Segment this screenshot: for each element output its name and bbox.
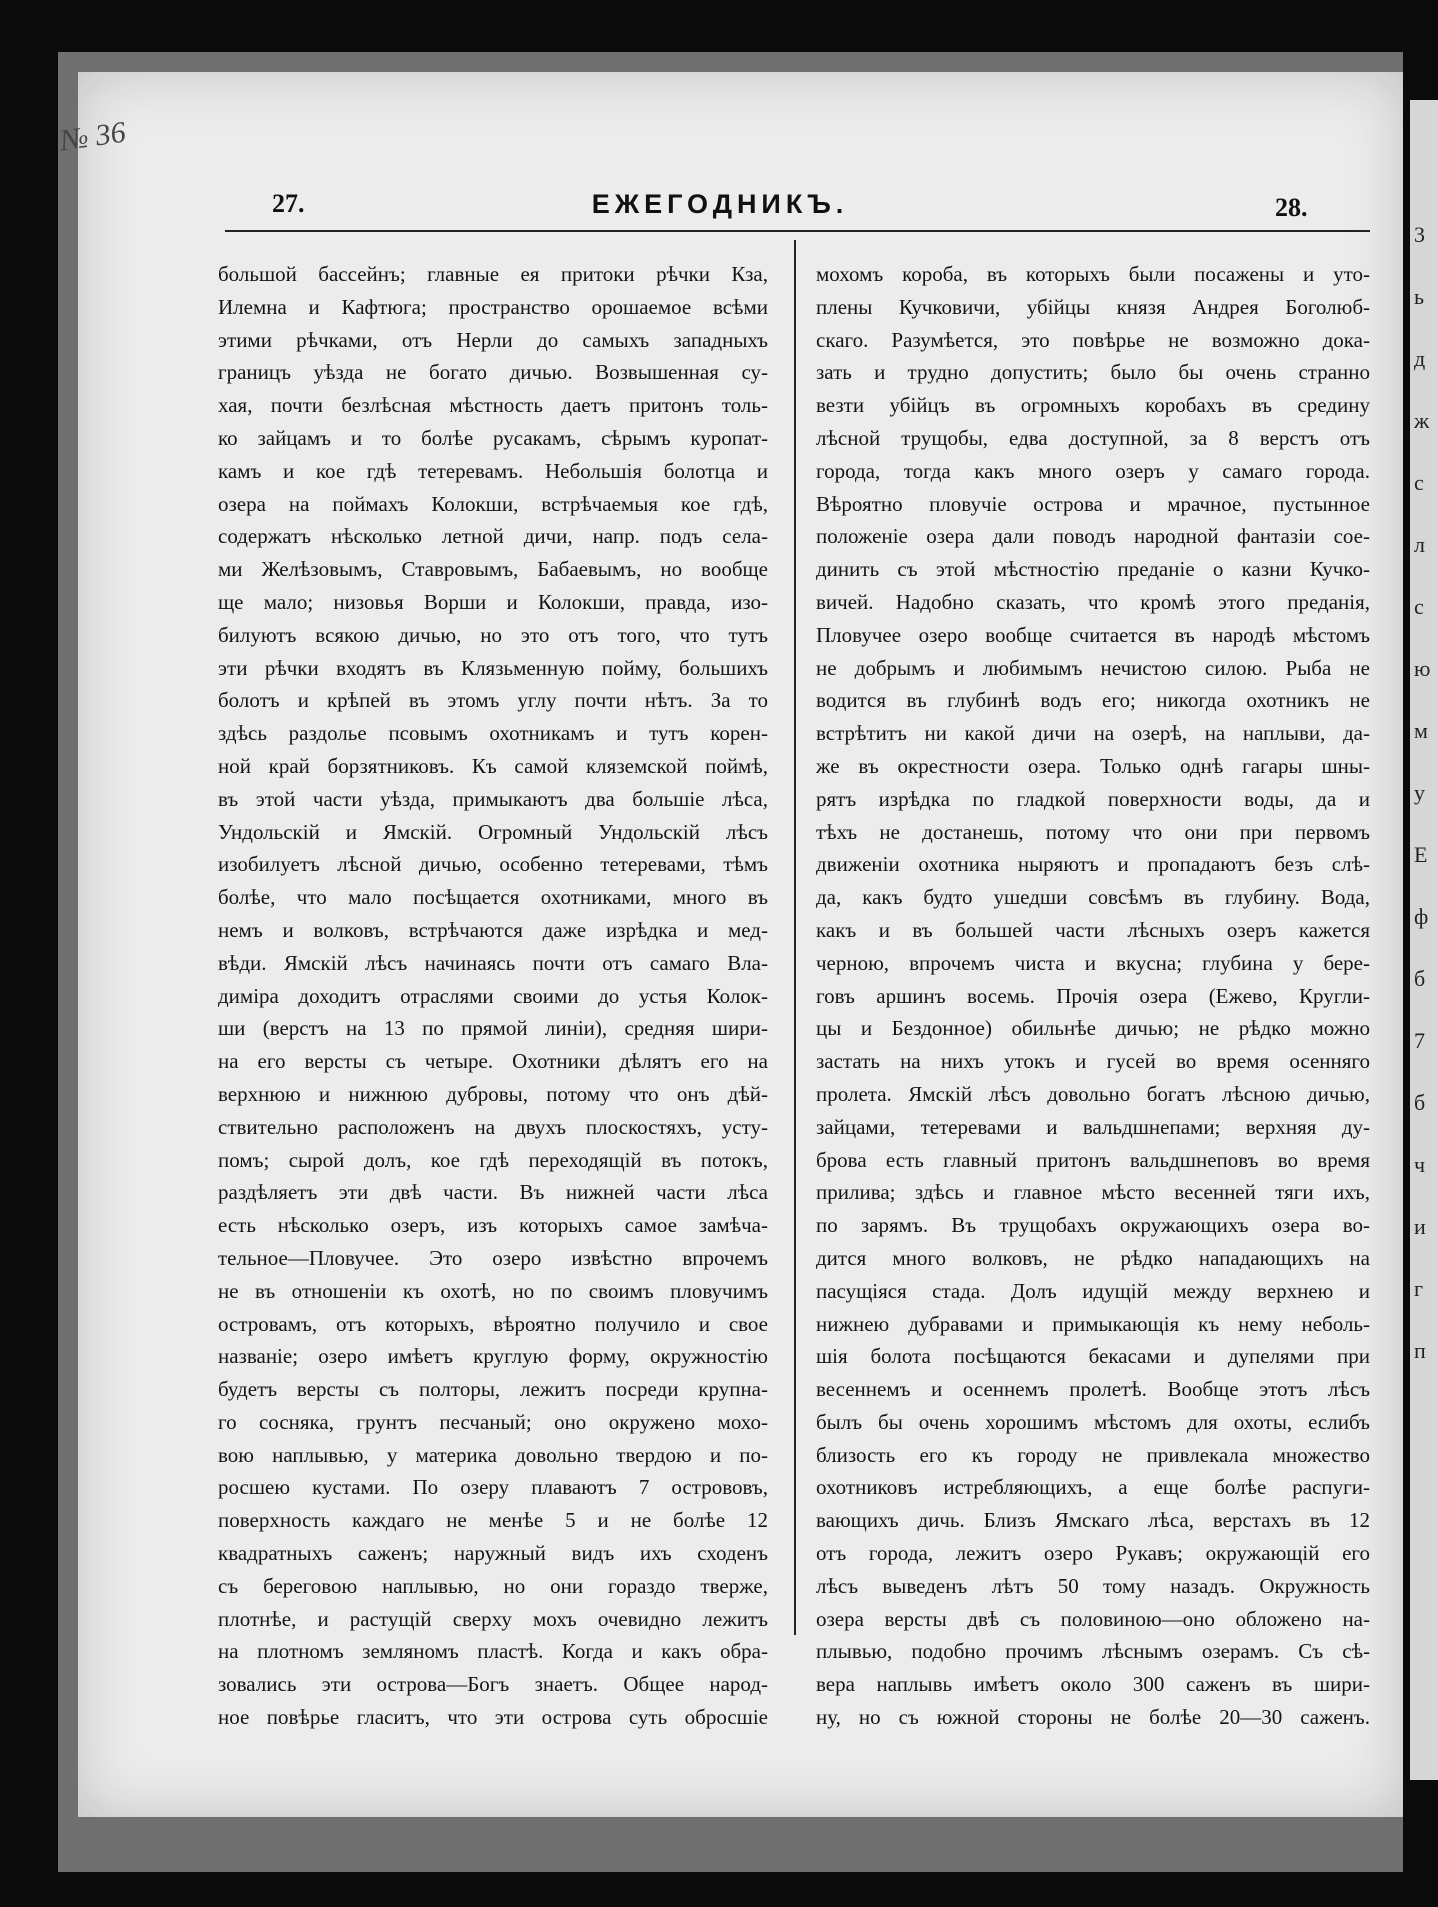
text-line: скаго. Разумѣется, это повѣрье не возможно дока-	[816, 327, 1370, 352]
text-line: зайцами, тетеревами и вальдшнепами; верхняя ду-	[816, 1114, 1370, 1139]
text-line: эти рѣчки входятъ въ Клязьменную пойму, большихъ	[218, 655, 768, 680]
running-title: ЕЖЕГОДНИКЪ.	[591, 189, 849, 219]
text-line: вѣди. Ямскій лѣсъ начинаясь почти отъ самаго Вла-	[218, 950, 768, 975]
text-line: изобилуетъ лѣсной дичью, особенно тетеревами, тѣмъ	[218, 852, 768, 877]
text-line: охотниковъ истребляющихъ, а еще болѣе распуги-	[816, 1475, 1370, 1500]
text-line: названіе; озеро имѣетъ круглую форму, окружностію	[218, 1344, 768, 1369]
edge-fragment: г	[1414, 1276, 1424, 1301]
text-line: границъ уѣзда не богато дичью. Возвышенная су-	[218, 360, 768, 385]
text-line: поверхность каждаго не менѣе 5 и не болѣе 12	[218, 1508, 768, 1533]
text-line: Илемна и Кафтюга; пространство орошаемое всѣми	[218, 294, 768, 319]
text-line: зать и трудно допустить; было бы очень странно	[816, 360, 1370, 385]
text-line: весеннемъ и осеннемъ пролетѣ. Вообще этотъ лѣсъ	[816, 1377, 1370, 1402]
text-line: брова есть главный притонъ вальдшнеповъ во время	[816, 1147, 1370, 1172]
text-line: вающихъ дичь. Близъ Ямскаго лѣса, верстахъ въ 12	[816, 1508, 1370, 1533]
text-line: ну, но съ южной стороны не болѣе 20—30 саженъ.	[816, 1705, 1370, 1730]
text-line: ное повѣрье гласитъ, что эти острова суть обросшіе	[218, 1705, 768, 1730]
text-line: зовались эти острова—Богъ знаетъ. Общее народ-	[218, 1672, 768, 1697]
text-line: озера на поймахъ Колокши, встрѣчаемыя кое гдѣ,	[218, 491, 768, 516]
text-line: островамъ, отъ которыхъ, вѣроятно получило и свое	[218, 1311, 768, 1336]
text-line: есть нѣсколько озеръ, изъ которыхъ самое замѣча-	[218, 1213, 768, 1238]
text-line: хая, почти безлѣсная мѣстность даетъ притонъ толь-	[218, 393, 768, 418]
text-line: въ этой части уѣзда, примыкаютъ два большіе лѣса,	[218, 786, 768, 811]
edge-fragment: л	[1414, 532, 1425, 557]
text-line: ко зайцамъ и то болѣе русакамъ, сѣрымъ куропат-	[218, 425, 768, 450]
edge-fragment: ь	[1414, 284, 1425, 309]
edge-fragment: ф	[1414, 904, 1429, 929]
text-line: встрѣтитъ ни какой дичи на озерѣ, на наплыви, да-	[816, 721, 1370, 746]
text-line: не въ отношеніи къ охотѣ, но по своимъ пловучимъ	[218, 1278, 768, 1303]
edge-fragment: ю	[1414, 656, 1431, 681]
right-text-column	[816, 258, 1370, 1734]
text-line: камъ и кое гдѣ тетеревамъ. Небольшія болотца и	[218, 458, 768, 483]
text-line: на плотномъ земляномъ пластѣ. Когда и какъ обра-	[218, 1639, 768, 1664]
text-line: плотнѣе, и растущій сверху мохъ очевидно лежитъ	[218, 1606, 768, 1631]
text-line: этими рѣчками, отъ Нерли до самыхъ западныхъ	[218, 327, 768, 352]
text-line: да, какъ будто ушедши совсѣмъ въ глубину. Вода,	[816, 885, 1370, 910]
text-line: динить съ этой мѣстностію преданіе о казни Кучко-	[816, 557, 1370, 582]
text-line: говъ аршинъ восемь. Прочія озера (Ежево, Кругли-	[816, 983, 1370, 1008]
header-rule	[225, 230, 1370, 232]
text-line: водится въ глубинѣ водъ его; никогда охотникъ не	[816, 688, 1370, 713]
text-line: лѣсъ выведенъ лѣтъ 50 тому назадъ. Окружность	[816, 1573, 1370, 1598]
text-line: раздѣляетъ эти двѣ части. Въ нижней части лѣса	[218, 1180, 768, 1205]
text-line: Пловучее озеро вообще считается въ народѣ мѣстомъ	[816, 622, 1370, 647]
text-line: съ береговою наплывью, но они гораздо тверже,	[218, 1573, 768, 1598]
text-line: плывью, подобно прочимъ лѣснымъ озерамъ. Съ сѣ-	[816, 1639, 1370, 1664]
edge-fragment: ж	[1414, 408, 1430, 433]
text-line: верхнюю и нижнюю дубровы, потому что онъ дѣй-	[218, 1081, 768, 1106]
text-line: пасущіяся стада. Долъ идущій между верхнею и	[816, 1278, 1370, 1303]
edge-fragment: п	[1414, 1338, 1426, 1363]
text-line: везти убійцъ въ огромныхъ коробахъ въ средину	[816, 393, 1370, 418]
text-line: на его версты съ четыре. Охотники дѣлятъ его на	[218, 1049, 768, 1074]
text-line: ми Желѣзовымъ, Ставровымъ, Бабаевымъ, но вообще	[218, 557, 768, 582]
text-line: ной край борзятниковъ. Къ самой кляземской поймѣ,	[218, 753, 768, 778]
text-line: ши (верстъ на 13 по прямой линіи), средняя шири-	[218, 1016, 768, 1041]
text-line: вичей. Надобно сказать, что кромѣ этого преданія,	[816, 589, 1370, 614]
text-line: движеніи охотника ныряютъ и пропадаютъ безъ слѣ-	[816, 852, 1370, 877]
text-line: содержатъ нѣсколько летной дичи, напр. подъ села-	[218, 524, 768, 549]
text-line: Ундольскій и Ямскій. Огромный Ундольскій лѣсъ	[218, 819, 768, 844]
margin-handwritten-mark: № 36	[57, 115, 128, 158]
text-line: пролета. Ямскій лѣсъ довольно богатъ лѣсною дичью,	[816, 1081, 1370, 1106]
text-line: по зарямъ. Въ трущобахъ окружающихъ озера во-	[816, 1213, 1370, 1238]
text-line: вою наплывью, у материка довольно твердою и по-	[218, 1442, 768, 1467]
facing-page-edge	[1410, 100, 1438, 1780]
edge-fragment: д	[1414, 346, 1426, 371]
edge-fragment: б	[1414, 1090, 1426, 1115]
edge-fragment: Е	[1414, 842, 1428, 867]
text-line: застать на нихъ утокъ и гусей во время осенняго	[816, 1049, 1370, 1074]
text-line: нижнею дубравами и примыкающія къ нему неболь-	[816, 1311, 1370, 1336]
text-line: цы и Бездонное) обильнѣе дичью; не рѣдко можно	[816, 1016, 1370, 1041]
text-line: плены Кучковичи, убійцы князя Андрея Боголюб-	[816, 294, 1370, 319]
text-line: будетъ версты съ полторы, лежитъ посреди крупна-	[218, 1377, 768, 1402]
edge-fragment: и	[1414, 1214, 1426, 1239]
text-line: вера наплывь имѣетъ около 300 саженъ въ шири-	[816, 1672, 1370, 1697]
text-line: го сосняка, грунтъ песчаный; оно окружено мохо-	[218, 1409, 768, 1434]
column-divider	[794, 240, 796, 1635]
text-line: болѣе, что мало посѣщается охотниками, много въ	[218, 885, 768, 910]
text-line: же въ окрестности озера. Только однѣ гагары шны-	[816, 753, 1370, 778]
text-line: какъ и въ большей части лѣсныхъ озеръ кажется	[816, 917, 1370, 942]
text-line: росшею кустами. По озеру плаваютъ 7 острововъ,	[218, 1475, 768, 1500]
text-line: здѣсь раздолье псовымъ охотникамъ и тутъ корен-	[218, 721, 768, 746]
edge-fragment: ч	[1414, 1152, 1426, 1177]
page-number-right: 28.	[1275, 193, 1308, 222]
text-line: былъ бы очень хорошимъ мѣстомъ для охоты, еслибъ	[816, 1409, 1370, 1434]
text-line: большой бассейнъ; главные ея притоки рѣчки Кза,	[218, 262, 768, 286]
text-line: отъ города, лежитъ озеро Рукавъ; окружающій его	[816, 1541, 1370, 1566]
text-line: дится много волковъ, не рѣдко нападающихъ на	[816, 1245, 1370, 1270]
page-number-left: 27.	[272, 189, 305, 218]
text-line: болотъ и крѣпей въ этомъ углу почти нѣтъ. За то	[218, 688, 768, 713]
edge-fragment: с	[1414, 470, 1424, 495]
text-line: немъ и волковъ, встрѣчаются даже изрѣдка и мед-	[218, 917, 768, 942]
edge-fragment: 3	[1414, 222, 1425, 247]
text-line: помъ; сырой долъ, кое гдѣ переходящій въ потокъ,	[218, 1147, 768, 1172]
edge-fragment: у	[1414, 780, 1425, 805]
text-line: билуютъ всякою дичью, но это отъ того, что тутъ	[218, 622, 768, 647]
text-line: ще мало; низовья Ворши и Колокши, правда, изо-	[218, 589, 768, 614]
text-line: положеніе озера дали поводъ народной фантазіи сое-	[816, 524, 1370, 549]
text-line: тельное—Пловучее. Это озеро извѣстно впрочемъ	[218, 1245, 768, 1270]
edge-fragment: б	[1414, 966, 1426, 991]
text-line: диміра доходитъ отраслями своими до устья Колок-	[218, 983, 768, 1008]
text-line: ствительно расположенъ на двухъ плоскостяхъ, усту-	[218, 1114, 768, 1139]
text-line: квадратныхъ саженъ; наружный видъ ихъ сходенъ	[218, 1541, 768, 1566]
text-line: Вѣроятно пловучіе острова и мрачное, пустынное	[816, 491, 1370, 516]
text-line: рятъ изрѣдка по гладкой поверхности воды, да и	[816, 786, 1370, 811]
text-line: мохомъ короба, въ которыхъ были посажены и уто-	[816, 262, 1370, 286]
text-line: не добрымъ и любимымъ нечистою силою. Рыба не	[816, 655, 1370, 680]
edge-fragment: 7	[1414, 1028, 1425, 1053]
text-line: тѣхъ не достанешь, потому что они при первомъ	[816, 819, 1370, 844]
left-text-column	[218, 258, 768, 1734]
text-line: города, тогда какъ много озеръ у самаго города.	[816, 458, 1370, 483]
text-line: шія болота посѣщаются бекасами и дупелями при	[816, 1344, 1370, 1369]
edge-fragment: с	[1414, 594, 1424, 619]
text-line: черною, впрочемъ чиста и вкусна; глубина у бере-	[816, 950, 1370, 975]
text-line: озера версты двѣ съ половиною—оно обложено на-	[816, 1606, 1370, 1631]
text-line: лѣсной трущобы, едва доступной, за 8 верстъ отъ	[816, 425, 1370, 450]
text-line: близость его къ городу не привлекала множество	[816, 1442, 1370, 1467]
text-line: прилива; здѣсь и главное мѣсто весенней тяги ихъ,	[816, 1180, 1370, 1205]
edge-fragment: м	[1414, 718, 1428, 743]
